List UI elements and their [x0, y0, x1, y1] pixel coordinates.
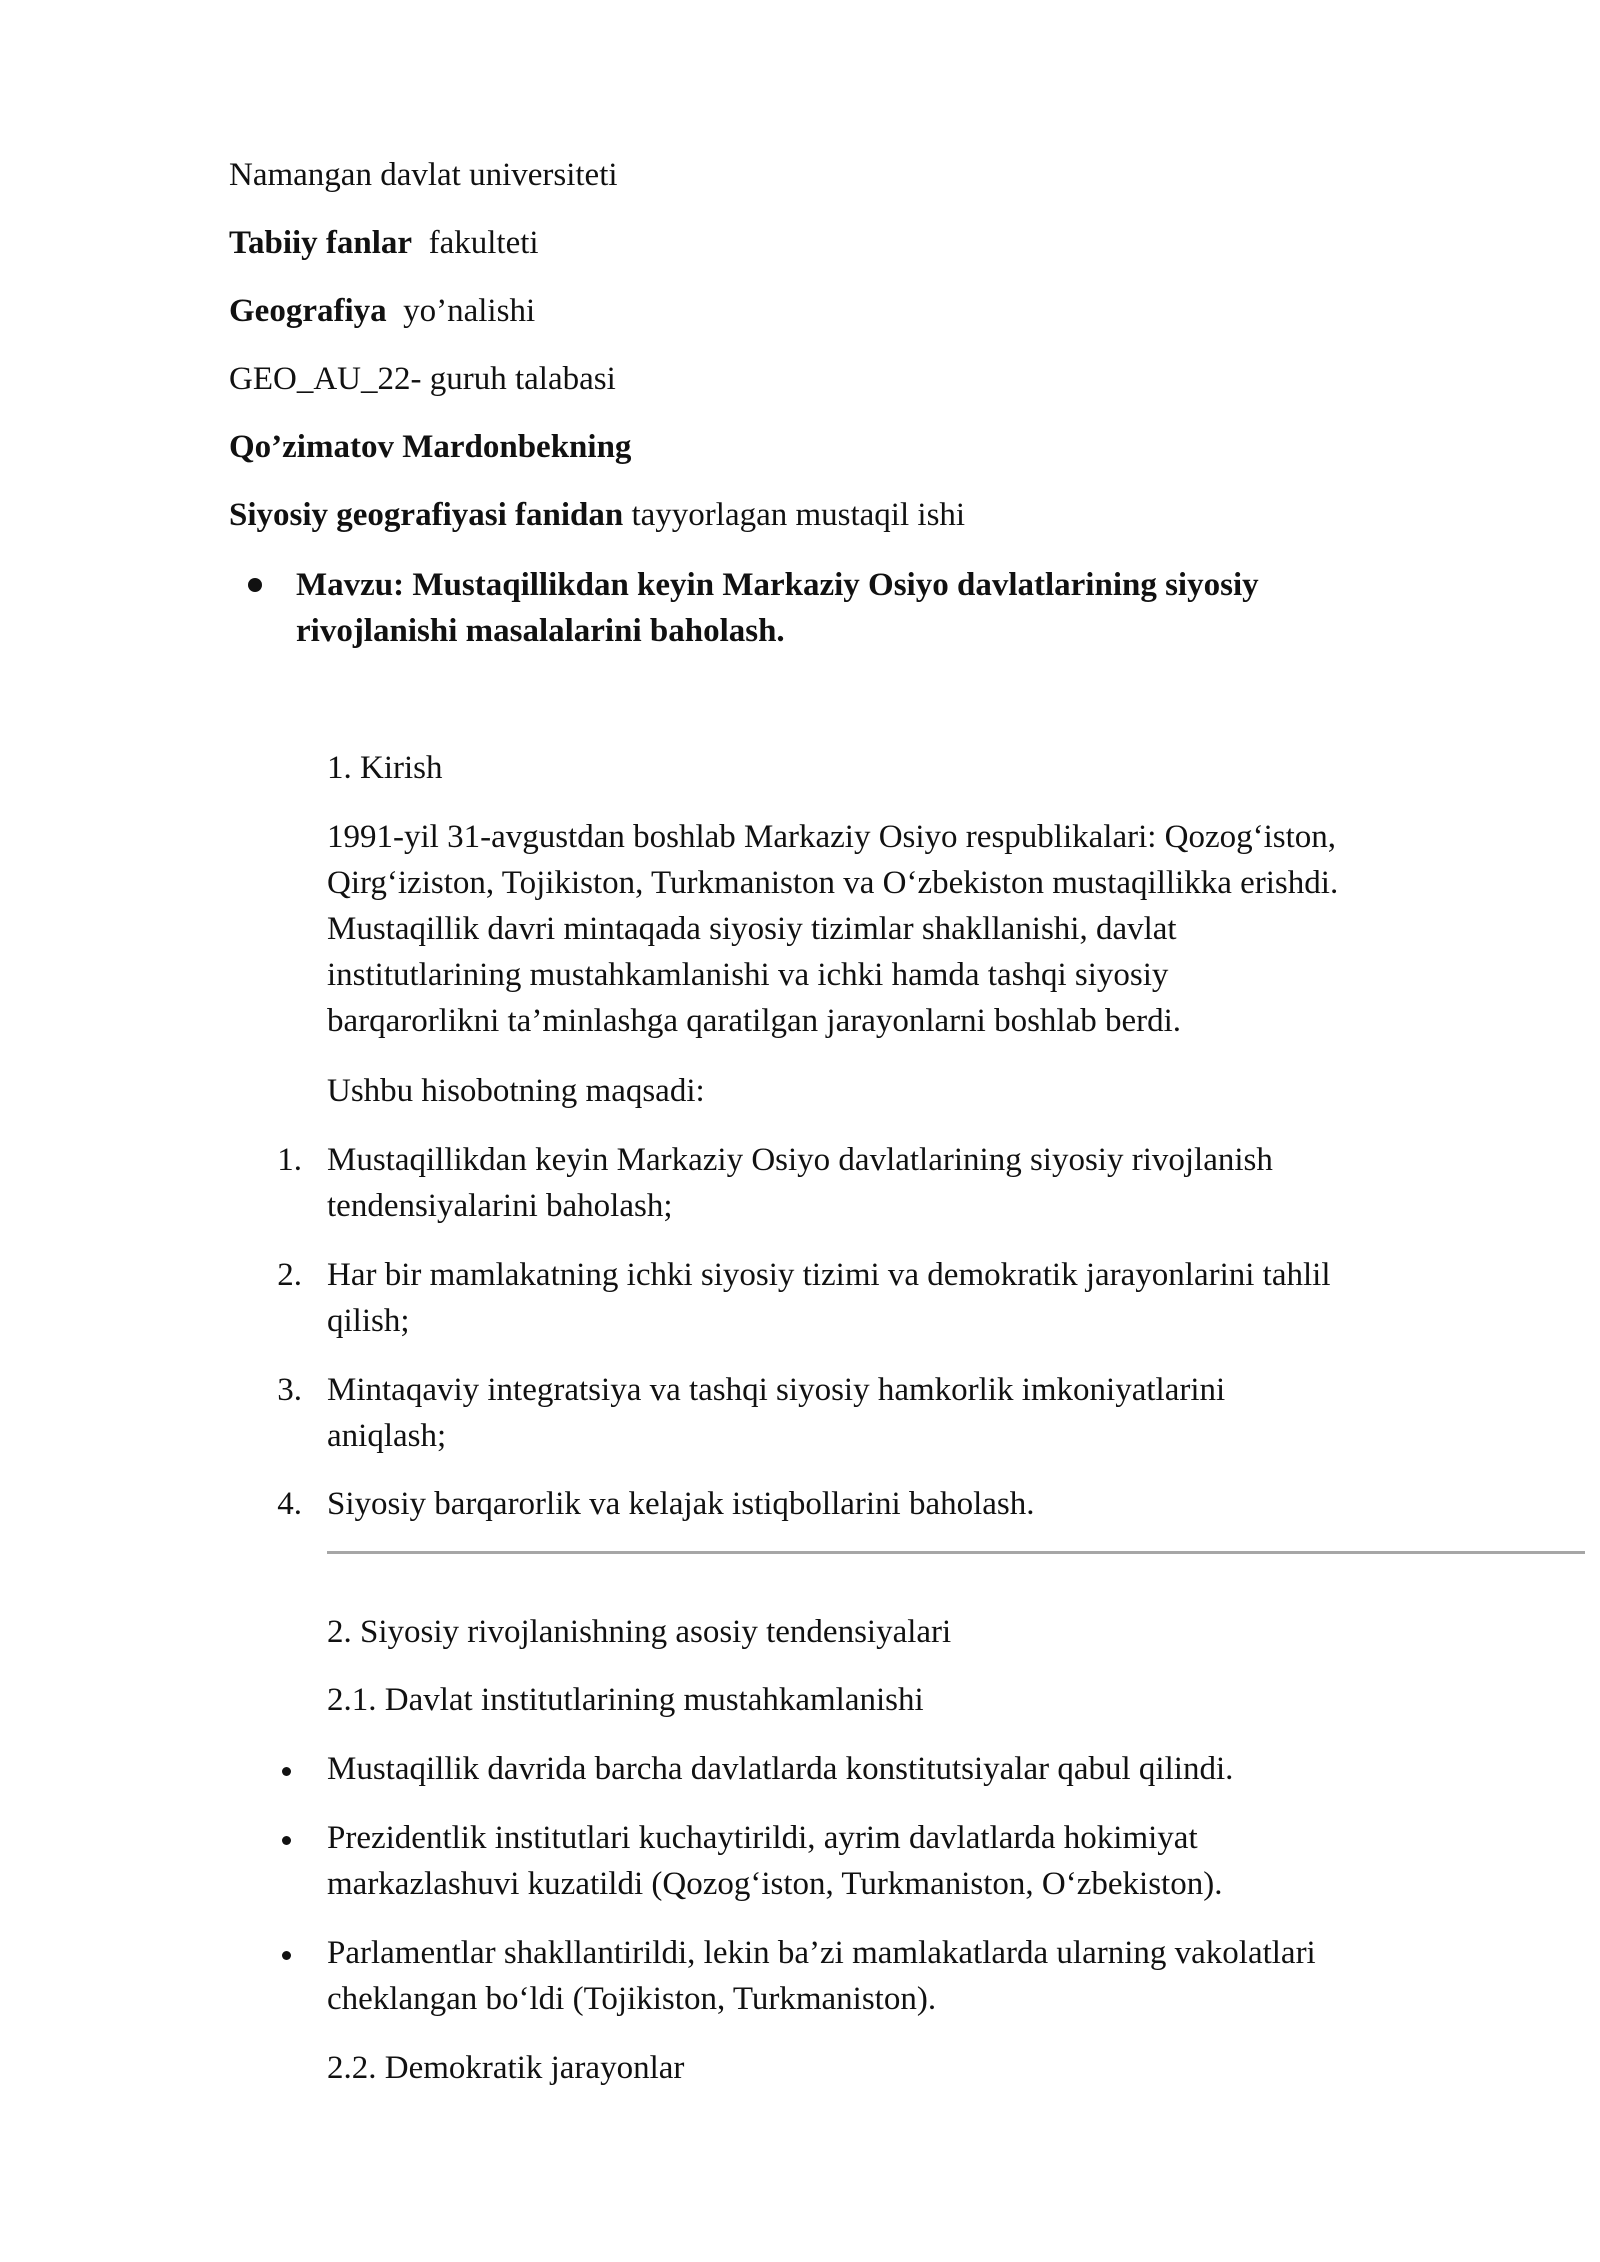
topic-line-1: Mavzu: Mustaqillikdan keyin Markaziy Osiyo davlatlarining siyosiy [296, 567, 1259, 603]
section2-subheading-1: 2.1. Davlat institutlarining mustahkamlanishi [327, 1682, 924, 1718]
faculty-line [229, 220, 539, 266]
intro-para-line: Qirg‘iziston, Tojikiston, Turkmaniston va O‘zbekiston mustaqillikka erishdi. [327, 865, 1339, 901]
goal-item-line: qilish; [327, 1303, 410, 1339]
goal-number: 2. [277, 1257, 302, 1293]
bullet-item-line: cheklangan bo‘ldi (Tojikiston, Turkmaniston). [327, 1981, 937, 2017]
goal-item-line: tendensiyalarini baholash; [327, 1188, 673, 1224]
direction-line [229, 288, 535, 334]
goal-number: 1. [277, 1142, 302, 1178]
subject-bold: Siyosiy geografiyasi fanidan [229, 497, 624, 533]
subject-rest: tayyorlagan mustaqil ishi [631, 497, 966, 533]
goal-item-line: aniqlash; [327, 1418, 447, 1454]
faculty-bold: Tabiiy fanlar [229, 225, 413, 261]
bullet-dot-icon [282, 1767, 291, 1776]
student-name: Qo’zimatov Mardonbekning [229, 429, 632, 465]
topic-bullet-icon [248, 578, 262, 592]
direction-rest: yo’nalishi [403, 293, 536, 329]
bullet-item-line: Prezidentlik institutlari kuchaytirildi, ayrim davlatlarda hokimiyat [327, 1820, 1198, 1856]
goal-label: Ushbu hisobotning maqsadi: [327, 1073, 705, 1109]
intro-para-line: 1991-yil 31-avgustdan boshlab Markaziy Osiyo respublikalari: Qozog‘iston, [327, 819, 1337, 855]
goal-item-line: Mintaqaviy integratsiya va tashqi siyosiy hamkorlik imkoniyatlarini [327, 1372, 1226, 1408]
university-name: Namangan davlat universiteti [229, 157, 618, 193]
goal-item-line: Har bir mamlakatning ichki siyosiy tizimi va demokratik jarayonlarini tahlil [327, 1257, 1331, 1293]
section2-subheading-2: 2.2. Demokratik jarayonlar [327, 2050, 685, 2086]
intro-para-line: barqarorlikni ta’minlashga qaratilgan jarayonlarni boshlab berdi. [327, 1003, 1182, 1039]
topic-line-2: rivojlanishi masalalarini baholash. [296, 613, 785, 649]
intro-para-line: Mustaqillik davri mintaqada siyosiy tizimlar shakllanishi, davlat [327, 911, 1177, 947]
bullet-item-line: Mustaqillik davrida barcha davlatlarda konstitutsiyalar qabul qilindi. [327, 1751, 1234, 1787]
intro-heading: 1. Kirish [327, 750, 443, 786]
group-line: GEO_AU_22- guruh talabasi [229, 361, 616, 397]
horizontal-divider [327, 1551, 1585, 1554]
bullet-dot-icon [282, 1951, 291, 1960]
faculty-rest: fakulteti [428, 225, 539, 261]
bullet-item-line: Parlamentlar shakllantirildi, lekin ba’zi mamlakatlarda ularning vakolatlari [327, 1935, 1316, 1971]
intro-para-line: institutlarining mustahkamlanishi va ichki hamda tashqi siyosiy [327, 957, 1169, 993]
subject-line [229, 492, 965, 538]
direction-bold: Geografiya [229, 293, 387, 329]
goal-item-line: Siyosiy barqarorlik va kelajak istiqbollarini baholash. [327, 1486, 1035, 1522]
section2-heading: 2. Siyosiy rivojlanishning asosiy tendensiyalari [327, 1614, 952, 1650]
bullet-dot-icon [282, 1836, 291, 1845]
goal-item-line: Mustaqillikdan keyin Markaziy Osiyo davlatlarining siyosiy rivojlanish [327, 1142, 1273, 1178]
goal-number: 4. [277, 1486, 302, 1522]
goal-number: 3. [277, 1372, 302, 1408]
bullet-item-line: markazlashuvi kuzatildi (Qozog‘iston, Turkmaniston, O‘zbekiston). [327, 1866, 1223, 1902]
